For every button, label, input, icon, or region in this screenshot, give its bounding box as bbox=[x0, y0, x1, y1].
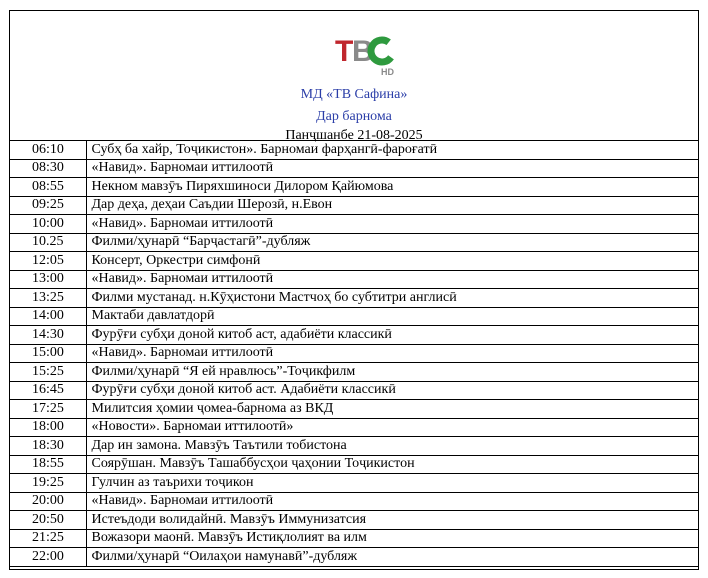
schedule-row bbox=[10, 437, 698, 456]
schedule-program: «Новости». Барномаи иттилоотӣ» bbox=[86, 418, 698, 437]
schedule-document bbox=[9, 10, 699, 570]
schedule-program: Вожазори маонӣ. Мавзӯъ Истиқлолият ва илм bbox=[86, 529, 698, 548]
schedule-time: 12:05 bbox=[10, 252, 86, 271]
schedule-row bbox=[10, 178, 698, 197]
schedule-row bbox=[10, 363, 698, 382]
schedule-time: 22:00 bbox=[10, 548, 86, 567]
schedule-row bbox=[10, 141, 698, 160]
schedule-row bbox=[10, 492, 698, 511]
schedule-row bbox=[10, 344, 698, 363]
schedule-row bbox=[10, 511, 698, 530]
station-name: МД «ТВ Сафина» bbox=[300, 87, 408, 102]
schedule-program: Филми/ҳунарӣ “Барҷастагӣ”-дубляж bbox=[86, 233, 698, 252]
schedule-time: 17:25 bbox=[10, 400, 86, 419]
tv-safina-logo bbox=[333, 27, 399, 79]
schedule-time: 18:55 bbox=[10, 455, 86, 474]
schedule-program: Дар деҳа, деҳаи Саъдии Шерозӣ, н.Евон bbox=[86, 196, 698, 215]
schedule-time: 14:00 bbox=[10, 307, 86, 326]
schedule-row bbox=[10, 455, 698, 474]
schedule-time: 06:10 bbox=[10, 141, 86, 160]
schedule-row bbox=[10, 326, 698, 345]
schedule-time: 10:00 bbox=[10, 215, 86, 234]
schedule-time: 14:30 bbox=[10, 326, 86, 345]
schedule-program: Фурӯғи субҳи доной китоб аст. Адабиёти классикӣ bbox=[86, 381, 698, 400]
schedule-time: 08:30 bbox=[10, 159, 86, 178]
schedule-program: Истеъдоди волидайнӣ. Мавзӯъ Иммунизатсия bbox=[86, 511, 698, 530]
logo-letter-t: T bbox=[335, 35, 354, 68]
schedule-row bbox=[10, 270, 698, 289]
schedule-program: Субҳ ба хайр, Тоҷикистон». Барномаи фарҳангӣ-фароғатӣ bbox=[86, 141, 698, 160]
schedule-program: «Навид». Барномаи иттилоотӣ bbox=[86, 215, 698, 234]
schedule-time: 19:25 bbox=[10, 474, 86, 493]
schedule-program: «Навид». Барномаи иттилоотӣ bbox=[86, 344, 698, 363]
schedule-row bbox=[10, 381, 698, 400]
schedule-row bbox=[10, 474, 698, 493]
schedule-time: 08:55 bbox=[10, 178, 86, 197]
schedule-time: 13:25 bbox=[10, 289, 86, 308]
schedule-row bbox=[10, 159, 698, 178]
logo-letter-b: B bbox=[352, 35, 374, 68]
schedule-row bbox=[10, 529, 698, 548]
schedule-time: 18:30 bbox=[10, 437, 86, 456]
schedule-program: Соярӯшан. Мавзӯъ Ташаббусҳои ҷаҳонии Тоҷикистон bbox=[86, 455, 698, 474]
schedule-row bbox=[10, 196, 698, 215]
schedule-program: Мактаби давлатдорӣ bbox=[86, 307, 698, 326]
schedule-program: Филми/ҳунарӣ “Оилаҳои намунавӣ”-дубляж bbox=[86, 548, 698, 567]
schedule-row bbox=[10, 289, 698, 308]
broadcast-date: Панҷшанбе 21-08-2025 bbox=[285, 128, 423, 143]
schedule-program: «Навид». Барномаи иттилоотӣ bbox=[86, 492, 698, 511]
schedule-time: 13:00 bbox=[10, 270, 86, 289]
schedule-row bbox=[10, 233, 698, 252]
schedule-time: 16:45 bbox=[10, 381, 86, 400]
schedule-time: 10.25 bbox=[10, 233, 86, 252]
schedule-row bbox=[10, 252, 698, 271]
schedule-time: 15:00 bbox=[10, 344, 86, 363]
schedule-row bbox=[10, 418, 698, 437]
schedule-row bbox=[10, 548, 698, 567]
schedule-table bbox=[10, 140, 698, 567]
schedule-time: 09:25 bbox=[10, 196, 86, 215]
logo-badge: HD bbox=[381, 67, 394, 77]
schedule-row bbox=[10, 400, 698, 419]
schedule-time: 21:25 bbox=[10, 529, 86, 548]
document-subtitle: Дар барнома bbox=[316, 109, 392, 124]
schedule-program: Некном мавзӯъ Пиряхшиноси Дилором Қайюмова bbox=[86, 178, 698, 197]
schedule-row bbox=[10, 215, 698, 234]
schedule-program: «Навид». Барномаи иттилоотӣ bbox=[86, 159, 698, 178]
schedule-time: 20:00 bbox=[10, 492, 86, 511]
schedule-program: Филми мустанад. н.Кӯҳистони Мастчоҳ бо субтитри англисӣ bbox=[86, 289, 698, 308]
schedule-row bbox=[10, 307, 698, 326]
schedule-time: 18:00 bbox=[10, 418, 86, 437]
schedule-time: 15:25 bbox=[10, 363, 86, 382]
schedule-program: Дар ин замона. Мавзӯъ Таътили тобистона bbox=[86, 437, 698, 456]
schedule-program: Фурӯғи субҳи доной китоб аст, адабиёти классикӣ bbox=[86, 326, 698, 345]
schedule-program: Гулчин аз таърихи тоҷикон bbox=[86, 474, 698, 493]
schedule-program: Милитсия ҳомии ҷомеа-барнома аз ВКД bbox=[86, 400, 698, 419]
document-header bbox=[10, 11, 698, 143]
schedule-program: «Навид». Барномаи иттилоотӣ bbox=[86, 270, 698, 289]
schedule-program: Филми/ҳунарӣ “Я ей нравлюсь”-Тоҷикфилм bbox=[86, 363, 698, 382]
schedule-time: 20:50 bbox=[10, 511, 86, 530]
schedule-program: Консерт, Оркестри симфонӣ bbox=[86, 252, 698, 271]
